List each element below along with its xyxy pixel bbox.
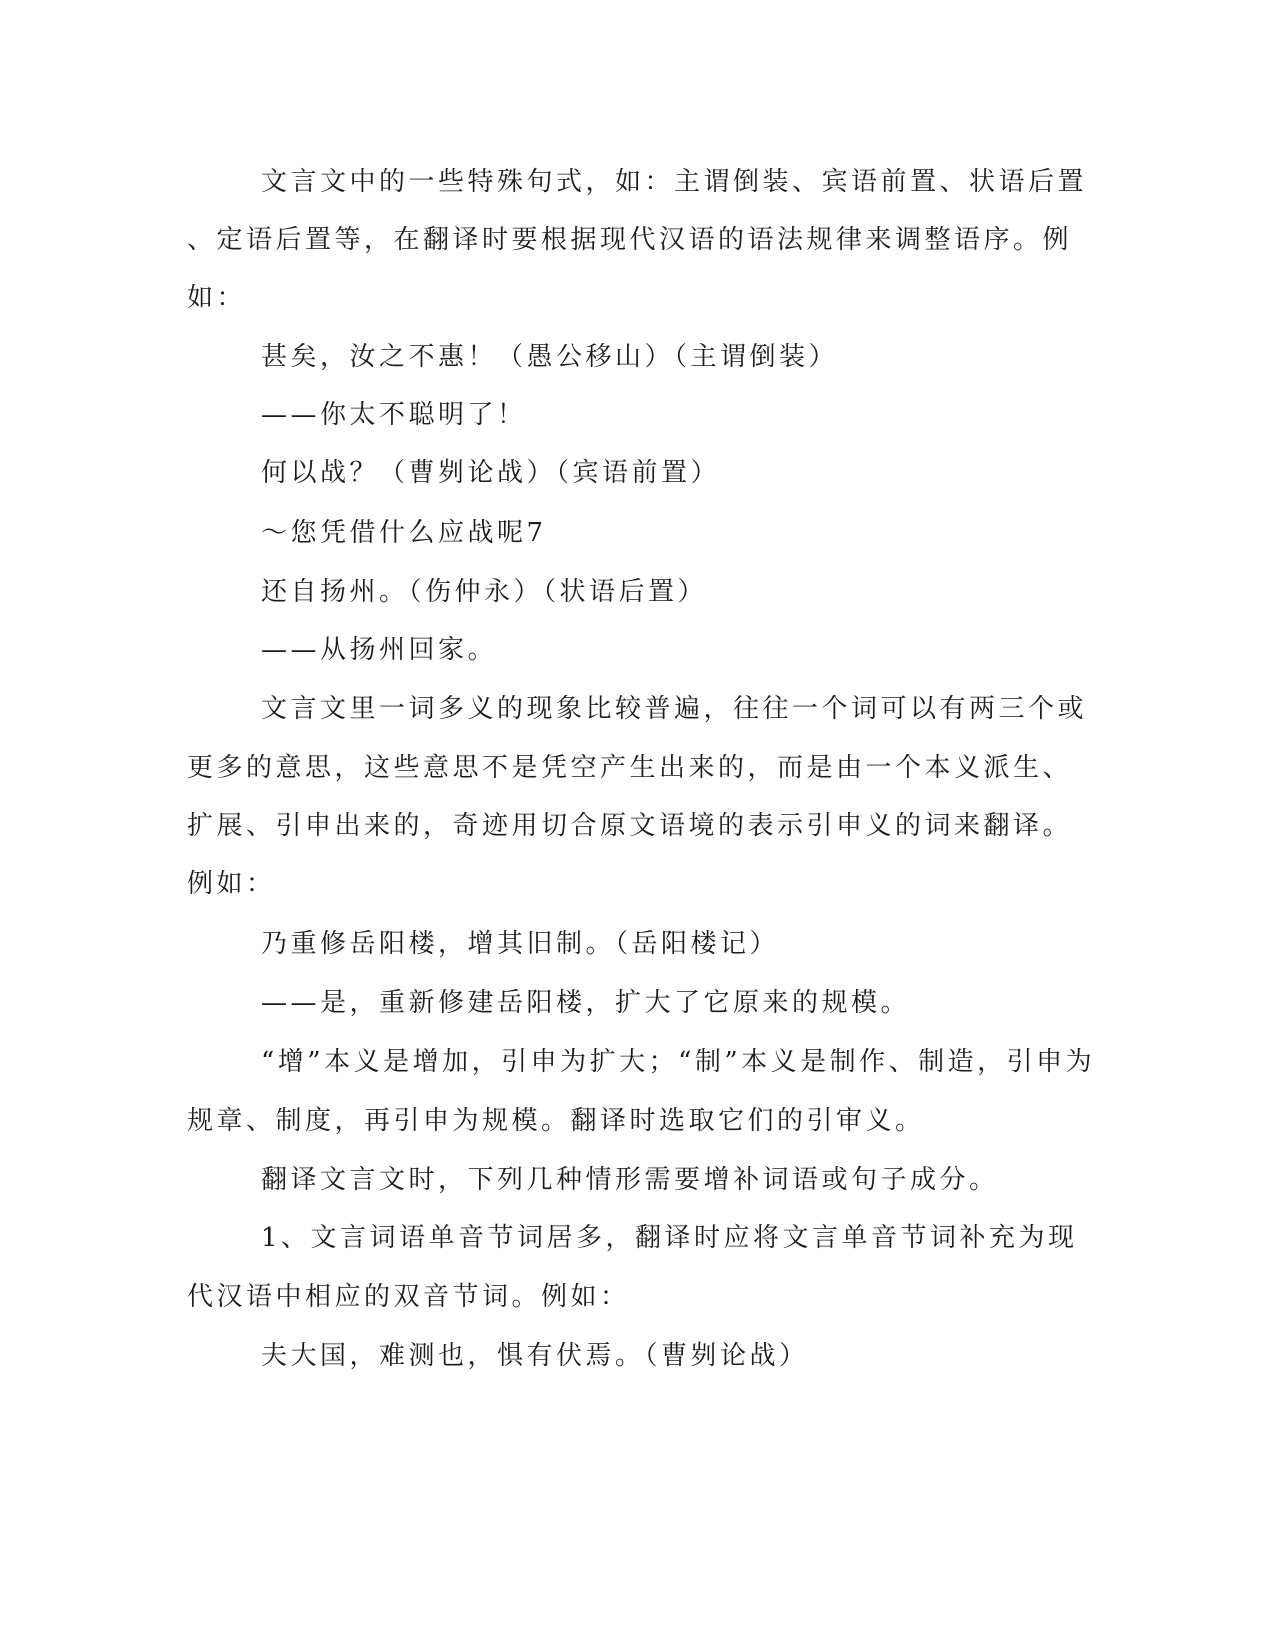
example-yueyang-sentence: 乃重修岳阳楼，增其旧制。（岳阳楼记）: [261, 929, 780, 959]
example-yueyang-translation: ——是，重新修建岳阳楼，扩大了它原来的规模。: [261, 988, 911, 1018]
paragraph-special-sentences-line-1: 文言文中的一些特殊句式，如：主谓倒装、宾语前置、状语后置: [261, 167, 1088, 197]
example-inversion-sentence: 甚矣，汝之不惠！（愚公移山）（主谓倒装）: [261, 342, 839, 372]
list-item-1-line-1: 1、文言词语单音节词居多，翻译时应将文言单音节词补充为现: [261, 1223, 1078, 1253]
paragraph-supplement-intro: 翻译文言文时，下列几种情形需要增补词语或句子成分。: [261, 1165, 999, 1195]
example-inversion-translation: ——你太不聪明了！: [261, 400, 527, 430]
example-caogui-sentence: 夫大国，难测也，惧有伏焉。（曹刿论战）: [261, 1341, 809, 1371]
paragraph-polysemy-line-2: 更多的意思，这些意思不是凭空产生出来的，而是由一个本义派生、: [187, 753, 1073, 783]
paragraph-special-sentences-line-2: 、定语后置等，在翻译时要根据现代汉语的语法规律来调整语序。例: [187, 225, 1073, 255]
paragraph-polysemy-line-1: 文言文里一词多义的现象比较普遍，往往一个词可以有两三个或: [261, 694, 1088, 724]
example-object-preposed-translation: ～您凭借什么应战呢7: [261, 518, 547, 548]
paragraph-extended-meaning-line-1: “增”本义是增加，引申为扩大；“制”本义是制作、制造，引申为: [261, 1047, 1096, 1077]
paragraph-extended-meaning-line-2: 规章、制度，再引申为规模。翻译时选取它们的引审义。: [187, 1106, 925, 1136]
list-item-1-line-2: 代汉语中相应的双音节词。例如：: [187, 1282, 630, 1312]
paragraph-polysemy-line-4: 例如：: [187, 869, 276, 899]
example-adverbial-postposed-translation: ——从扬州回家。: [261, 635, 498, 665]
example-adverbial-postposed-sentence: 还自扬州。（伤仲永）（状语后置）: [261, 577, 708, 607]
paragraph-special-sentences-line-3: 如：: [187, 283, 247, 313]
paragraph-polysemy-line-3: 扩展、引申出来的，奇迹用切合原文语境的表示引申义的词来翻译。: [187, 811, 1073, 841]
example-object-preposed-sentence: 何以战？（曹刿论战）（宾语前置）: [261, 458, 721, 488]
